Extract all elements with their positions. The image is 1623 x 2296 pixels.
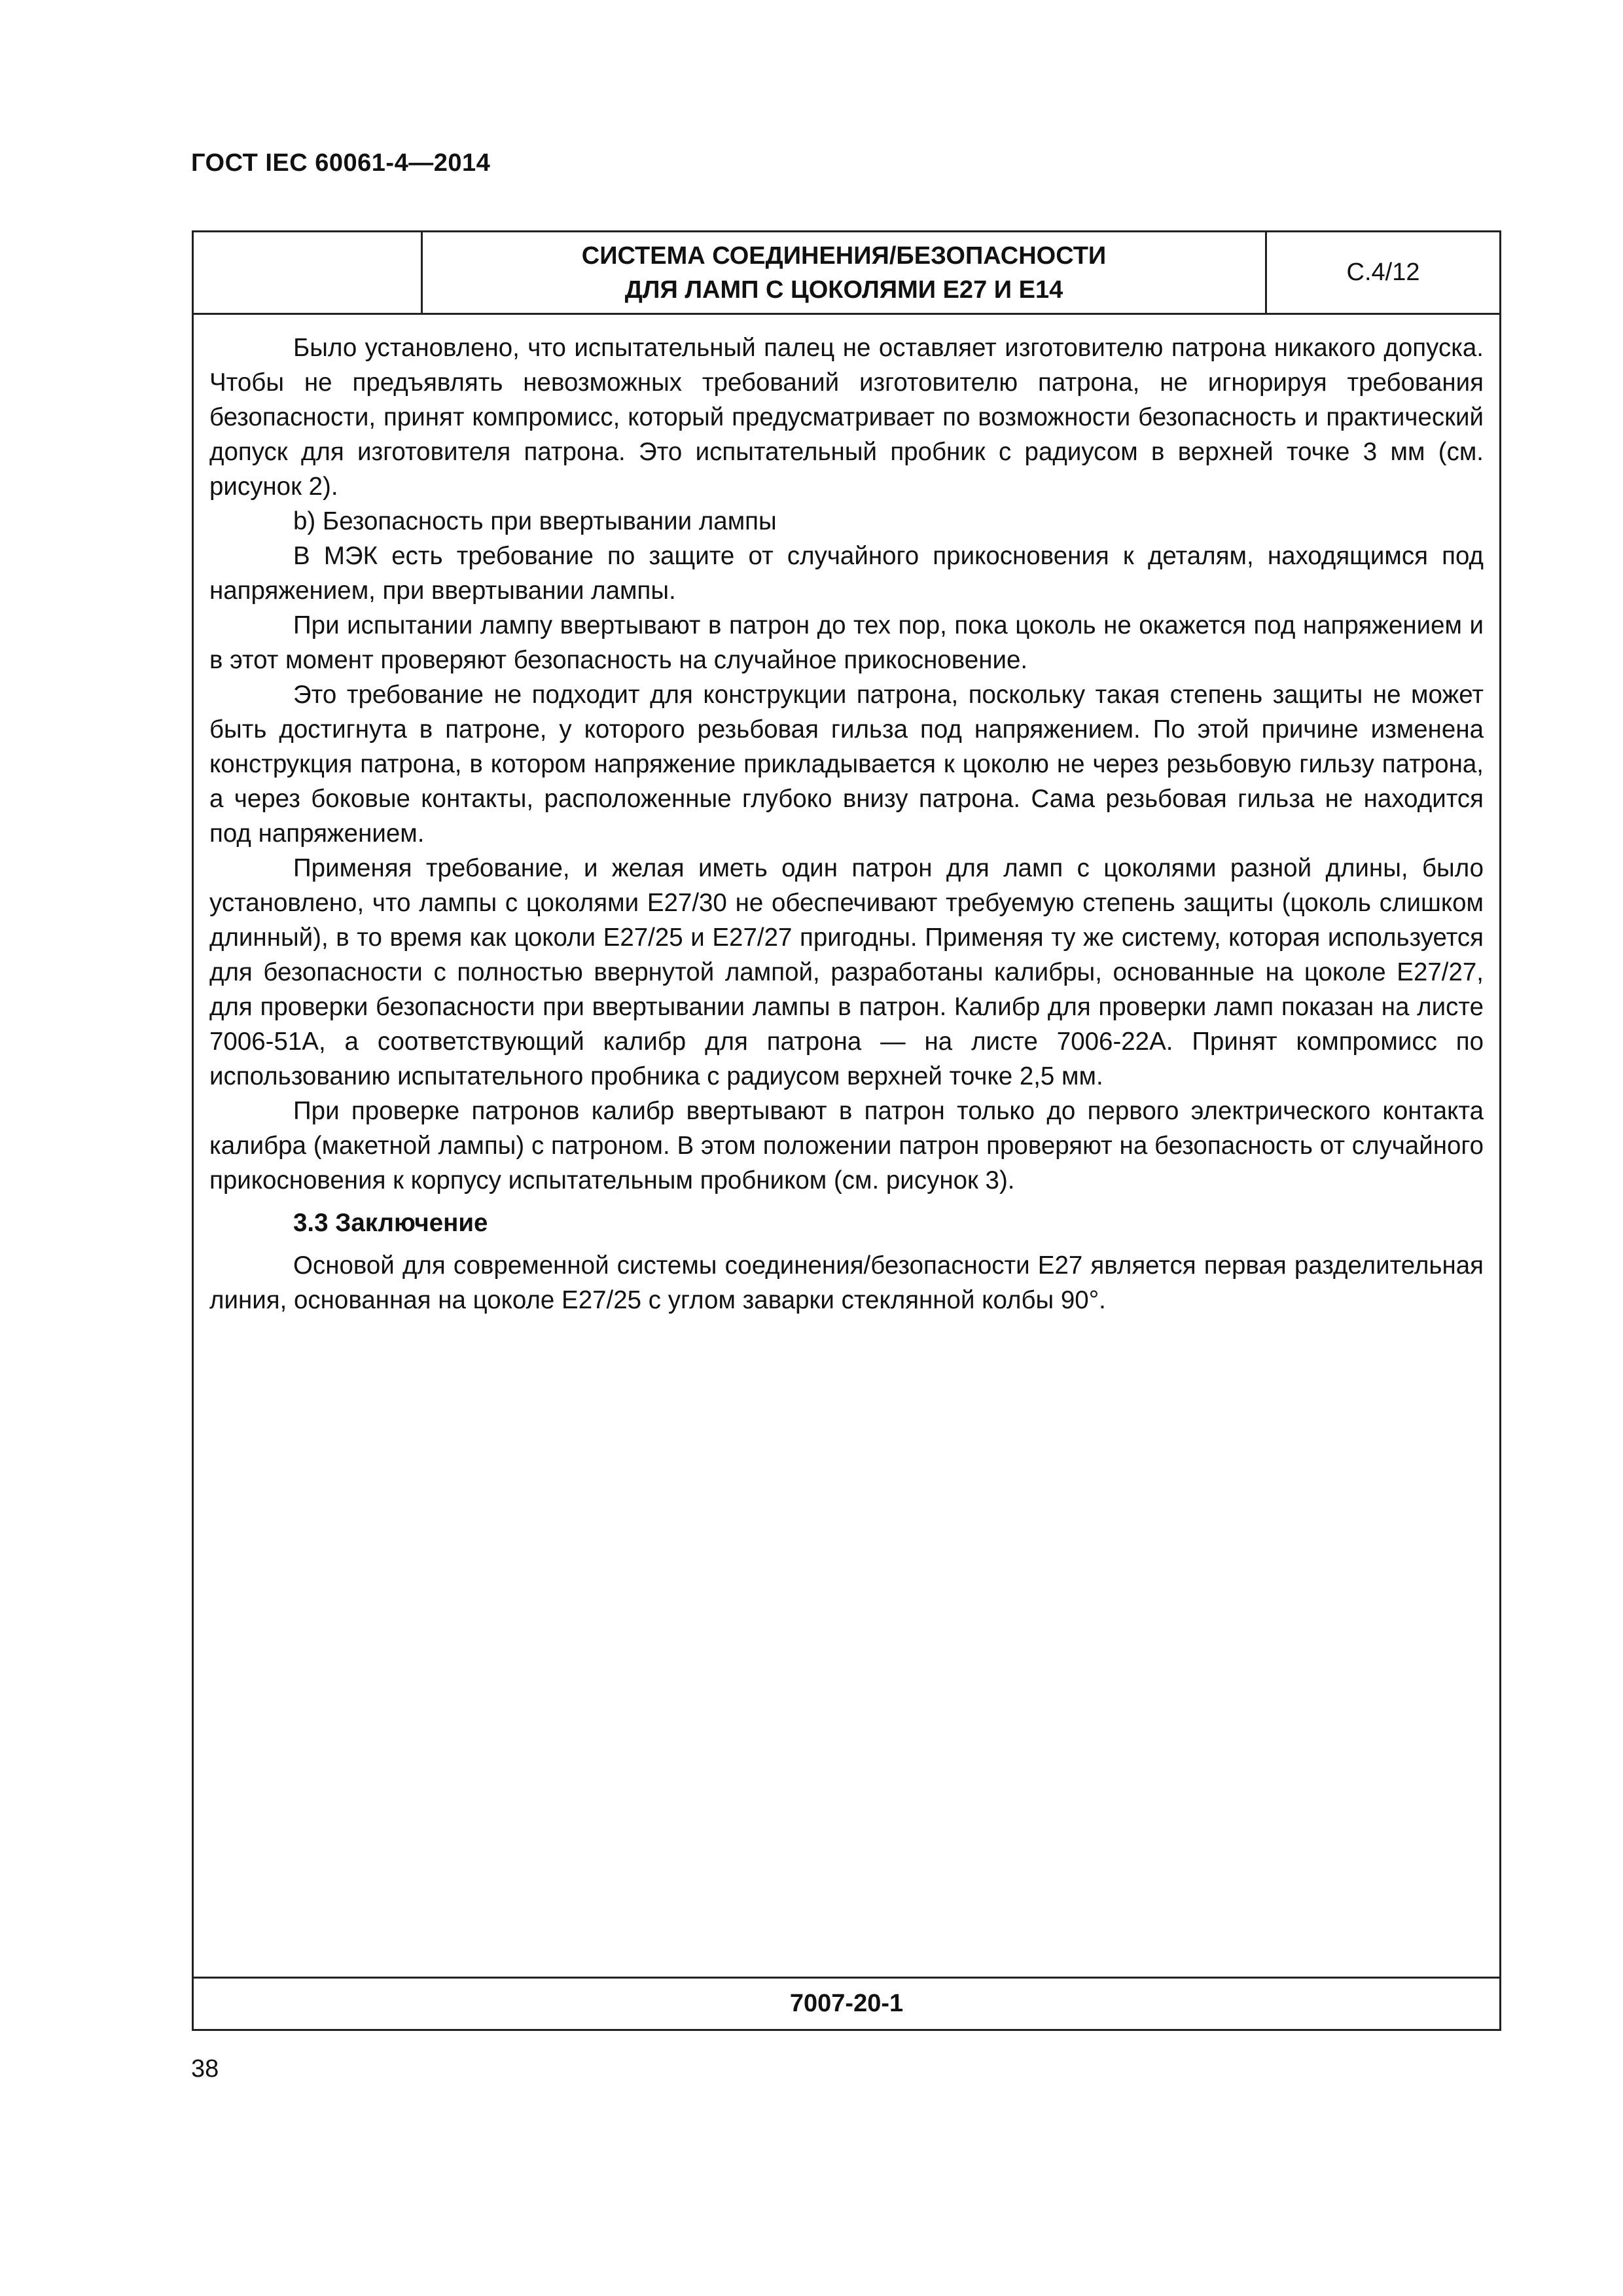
body-paragraph: Это требование не подходит для конструкции патрона, поскольку такая степень защиты не может быть достигнута в патроне, у которого резьбовая гильза под напряжением. По этой причине изменена конструкция патрона, в котором напряжение прикладывается к цоколю не через резьбовую гильзу патрона, а через боковые контакты, расположенные глубоко внизу патрона. Сама резьбовая гильза не находится под напряжением. xyxy=(209,681,1484,848)
sheet-title-line-1: СИСТЕМА СОЕДИНЕНИЯ/БЕЗОПАСНОСТИ xyxy=(581,242,1107,270)
document-code: ГОСТ IEC 60061-4—2014 xyxy=(191,149,491,177)
body-paragraph: При проверке патронов калибр ввертывают в патрон только до первого электрического контакта калибра (макетной лампы) с патроном. В этом положении патрон проверяют на безопасность от случайного прикосновения к корпусу испытательным пробником (см. рисунок 3). xyxy=(209,1097,1484,1194)
standard-sheet-frame xyxy=(192,230,1501,2031)
body-paragraph: При испытании лампу ввертывают в патрон до тех пор, пока цоколь не окажется под напряжением и в этот момент проверяют безопасность на случайное прикосновение. xyxy=(209,611,1484,674)
section-heading: 3.3 Заключение xyxy=(293,1209,488,1237)
body-paragraph: Было установлено, что испытательный палец не оставляет изготовителю патрона никакого допуска. Чтобы не предъявлять невозможных требований изготовителю патрона, не игнорируя требования безопасности, принят компромисс, который предусматривает по возможности безопасность и практический допуск для изготовителя патрона. Это испытательный пробник с радиусом в верхней точке 3 мм (см. рисунок 2). xyxy=(209,334,1484,501)
sheet-body xyxy=(209,331,1484,1318)
conclusion-paragraph: Основой для современной системы соединения/безопасности Е27 является первая разделительная линия, основанная на цоколе Е27/25 с углом заварки стеклянной колбы 90°. xyxy=(209,1251,1484,1314)
sheet-title xyxy=(423,232,1267,313)
body-paragraph: В МЭК есть требование по защите от случайного прикосновения к деталям, находящимся под напряжением, при ввертывании лампы. xyxy=(209,542,1484,605)
sheet-header xyxy=(194,232,1499,315)
page-number: 38 xyxy=(191,2055,219,2083)
body-paragraph: Применяя требование, и желая иметь один патрон для ламп с цоколями разной длины, было установлено, что лампы с цоколями Е27/30 не обеспечивают требуемую степень защиты (цоколь слишком длинный), в то время как цоколи Е27/25 и Е27/27 пригодны. Применяя ту же систему, которая используется для безопасности с полностью ввернутой лампой, разработаны калибры, основанные на цоколе Е27/27, для проверки безопасности при ввертывании лампы в патрон. Калибр для проверки ламп показан на листе 7006-51А, а соответствующий калибр для патрона — на листе 7006-22А. Принят компромисс по использованию испытательного пробника с радиусом верхней точке 2,5 мм. xyxy=(209,854,1484,1090)
sheet-footer-code: 7007-20-1 xyxy=(194,1977,1499,2029)
header-empty-cell xyxy=(194,232,423,313)
sheet-title-line-2: ДЛЯ ЛАМП С ЦОКОЛЯМИ Е27 И Е14 xyxy=(624,276,1063,304)
sheet-number: С.4/12 xyxy=(1346,259,1420,286)
body-paragraph: b) Безопасность при ввертывании лампы xyxy=(293,507,777,535)
